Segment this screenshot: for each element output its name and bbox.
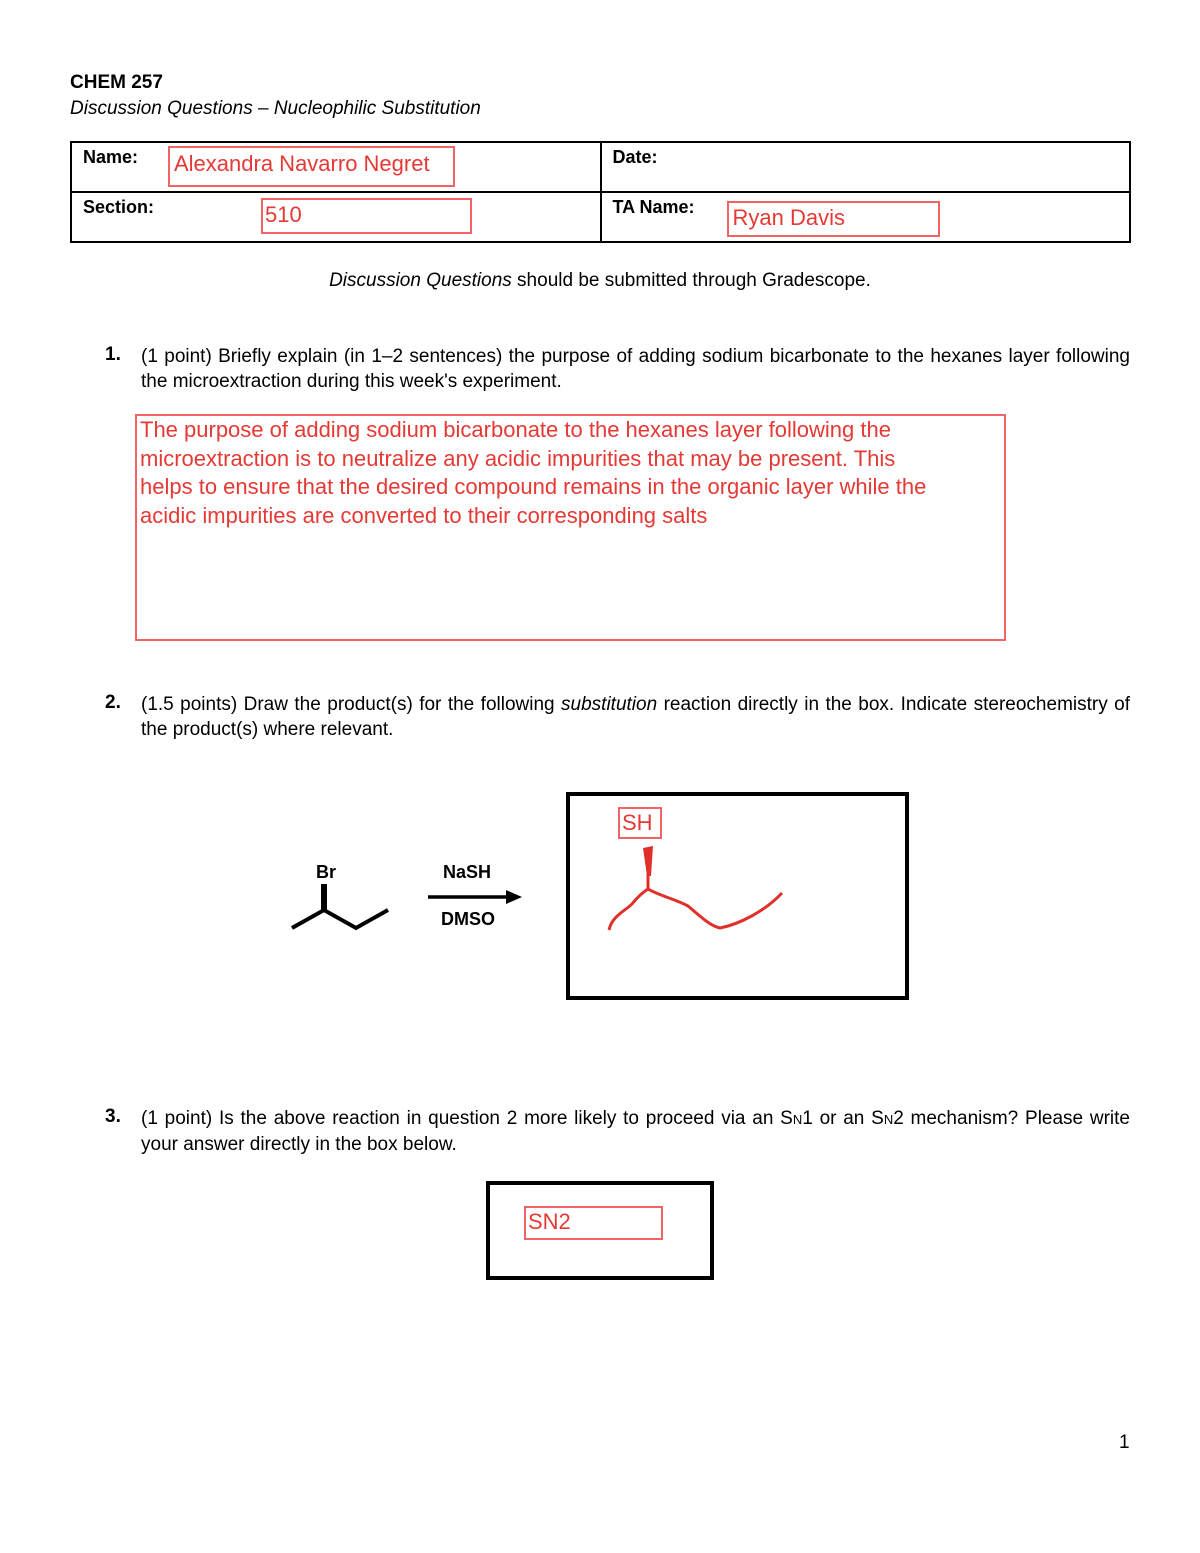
section-value: 510 (265, 202, 302, 227)
sh-label: SH (622, 810, 653, 835)
q3-answer-box[interactable] (486, 1181, 714, 1280)
q3-text-c: 2 mechanism? Please write your answer directly in the box below. (141, 1108, 1130, 1155)
ta-field[interactable] (727, 201, 940, 237)
q1-text: (1 point) Briefly explain (in 1–2 sentences) the purpose of adding sodium bicarbonate to the hexanes layer following the microextraction during this week's experiment. (141, 346, 1130, 392)
q1-answer-line: acidic impurities are converted to their corresponding salts (140, 502, 708, 528)
q2-text-b: reaction directly in the box. Indicate stereochemistry of the product(s) where relevant. (141, 694, 1130, 740)
q3-text-a: (1 point) Is the above reaction in question 2 more likely to proceed via an S (141, 1108, 793, 1129)
sh-wedge (643, 846, 653, 876)
instructions-italic: Discussion Questions (329, 270, 512, 291)
q3-text (141, 1106, 1130, 1157)
q3-answer: SN2 (528, 1209, 571, 1234)
q3-text-b: 1 or an S (802, 1108, 884, 1129)
instructions-text: should be submitted through Gradescope. (511, 270, 871, 291)
page-number: 1 (1119, 1432, 1130, 1453)
q3-sub2: N (883, 1112, 894, 1127)
reactant-br-label: Br (316, 862, 337, 882)
date-label: Date: (612, 147, 658, 167)
q2-answer-box[interactable] (566, 792, 909, 1000)
name-field[interactable] (168, 146, 455, 187)
reagent-nash: NaSH (443, 862, 492, 882)
q3-sub1: N (792, 1112, 803, 1127)
reactant-skeleton (292, 910, 388, 928)
q1-answer-line: The purpose of adding sodium bicarbonate to the hexanes layer following the (140, 417, 891, 442)
name-label: Name: (83, 147, 139, 167)
section-cell (71, 192, 601, 242)
q3-answer-field[interactable] (524, 1206, 663, 1240)
q2-text-a: (1.5 points) Draw the product(s) for the following (141, 694, 562, 715)
ta-label: TA Name: (612, 197, 695, 217)
course-title: CHEM 257 (70, 72, 163, 93)
q2-number: 2. (105, 692, 121, 713)
info-table (70, 141, 1131, 243)
name-cell (71, 142, 601, 192)
q3-number: 3. (105, 1106, 121, 1127)
arrowhead-icon (506, 890, 522, 904)
name-value: Alexandra Navarro Negret (174, 151, 430, 176)
section-label: Section: (83, 197, 155, 217)
section-field[interactable] (261, 198, 472, 234)
q1-number: 1. (105, 344, 121, 365)
worksheet-subtitle: Discussion Questions – Nucleophilic Substitution (70, 98, 481, 119)
q2-text-italic: substitution (561, 694, 658, 715)
product-drawing (570, 796, 905, 996)
q2-text (141, 692, 1130, 742)
ta-value: Ryan Davis (732, 205, 845, 230)
ta-cell (601, 192, 1131, 242)
q1-answer-line: helps to ensure that the desired compound remains in the organic layer while the (140, 474, 927, 499)
q1-answer-field[interactable] (135, 414, 1006, 641)
instructions (0, 270, 1200, 292)
solvent-dmso: DMSO (441, 909, 495, 929)
date-cell (601, 142, 1131, 192)
q1-answer-line: microextraction is to neutralize any acidic impurities that may be present. This (140, 445, 896, 471)
